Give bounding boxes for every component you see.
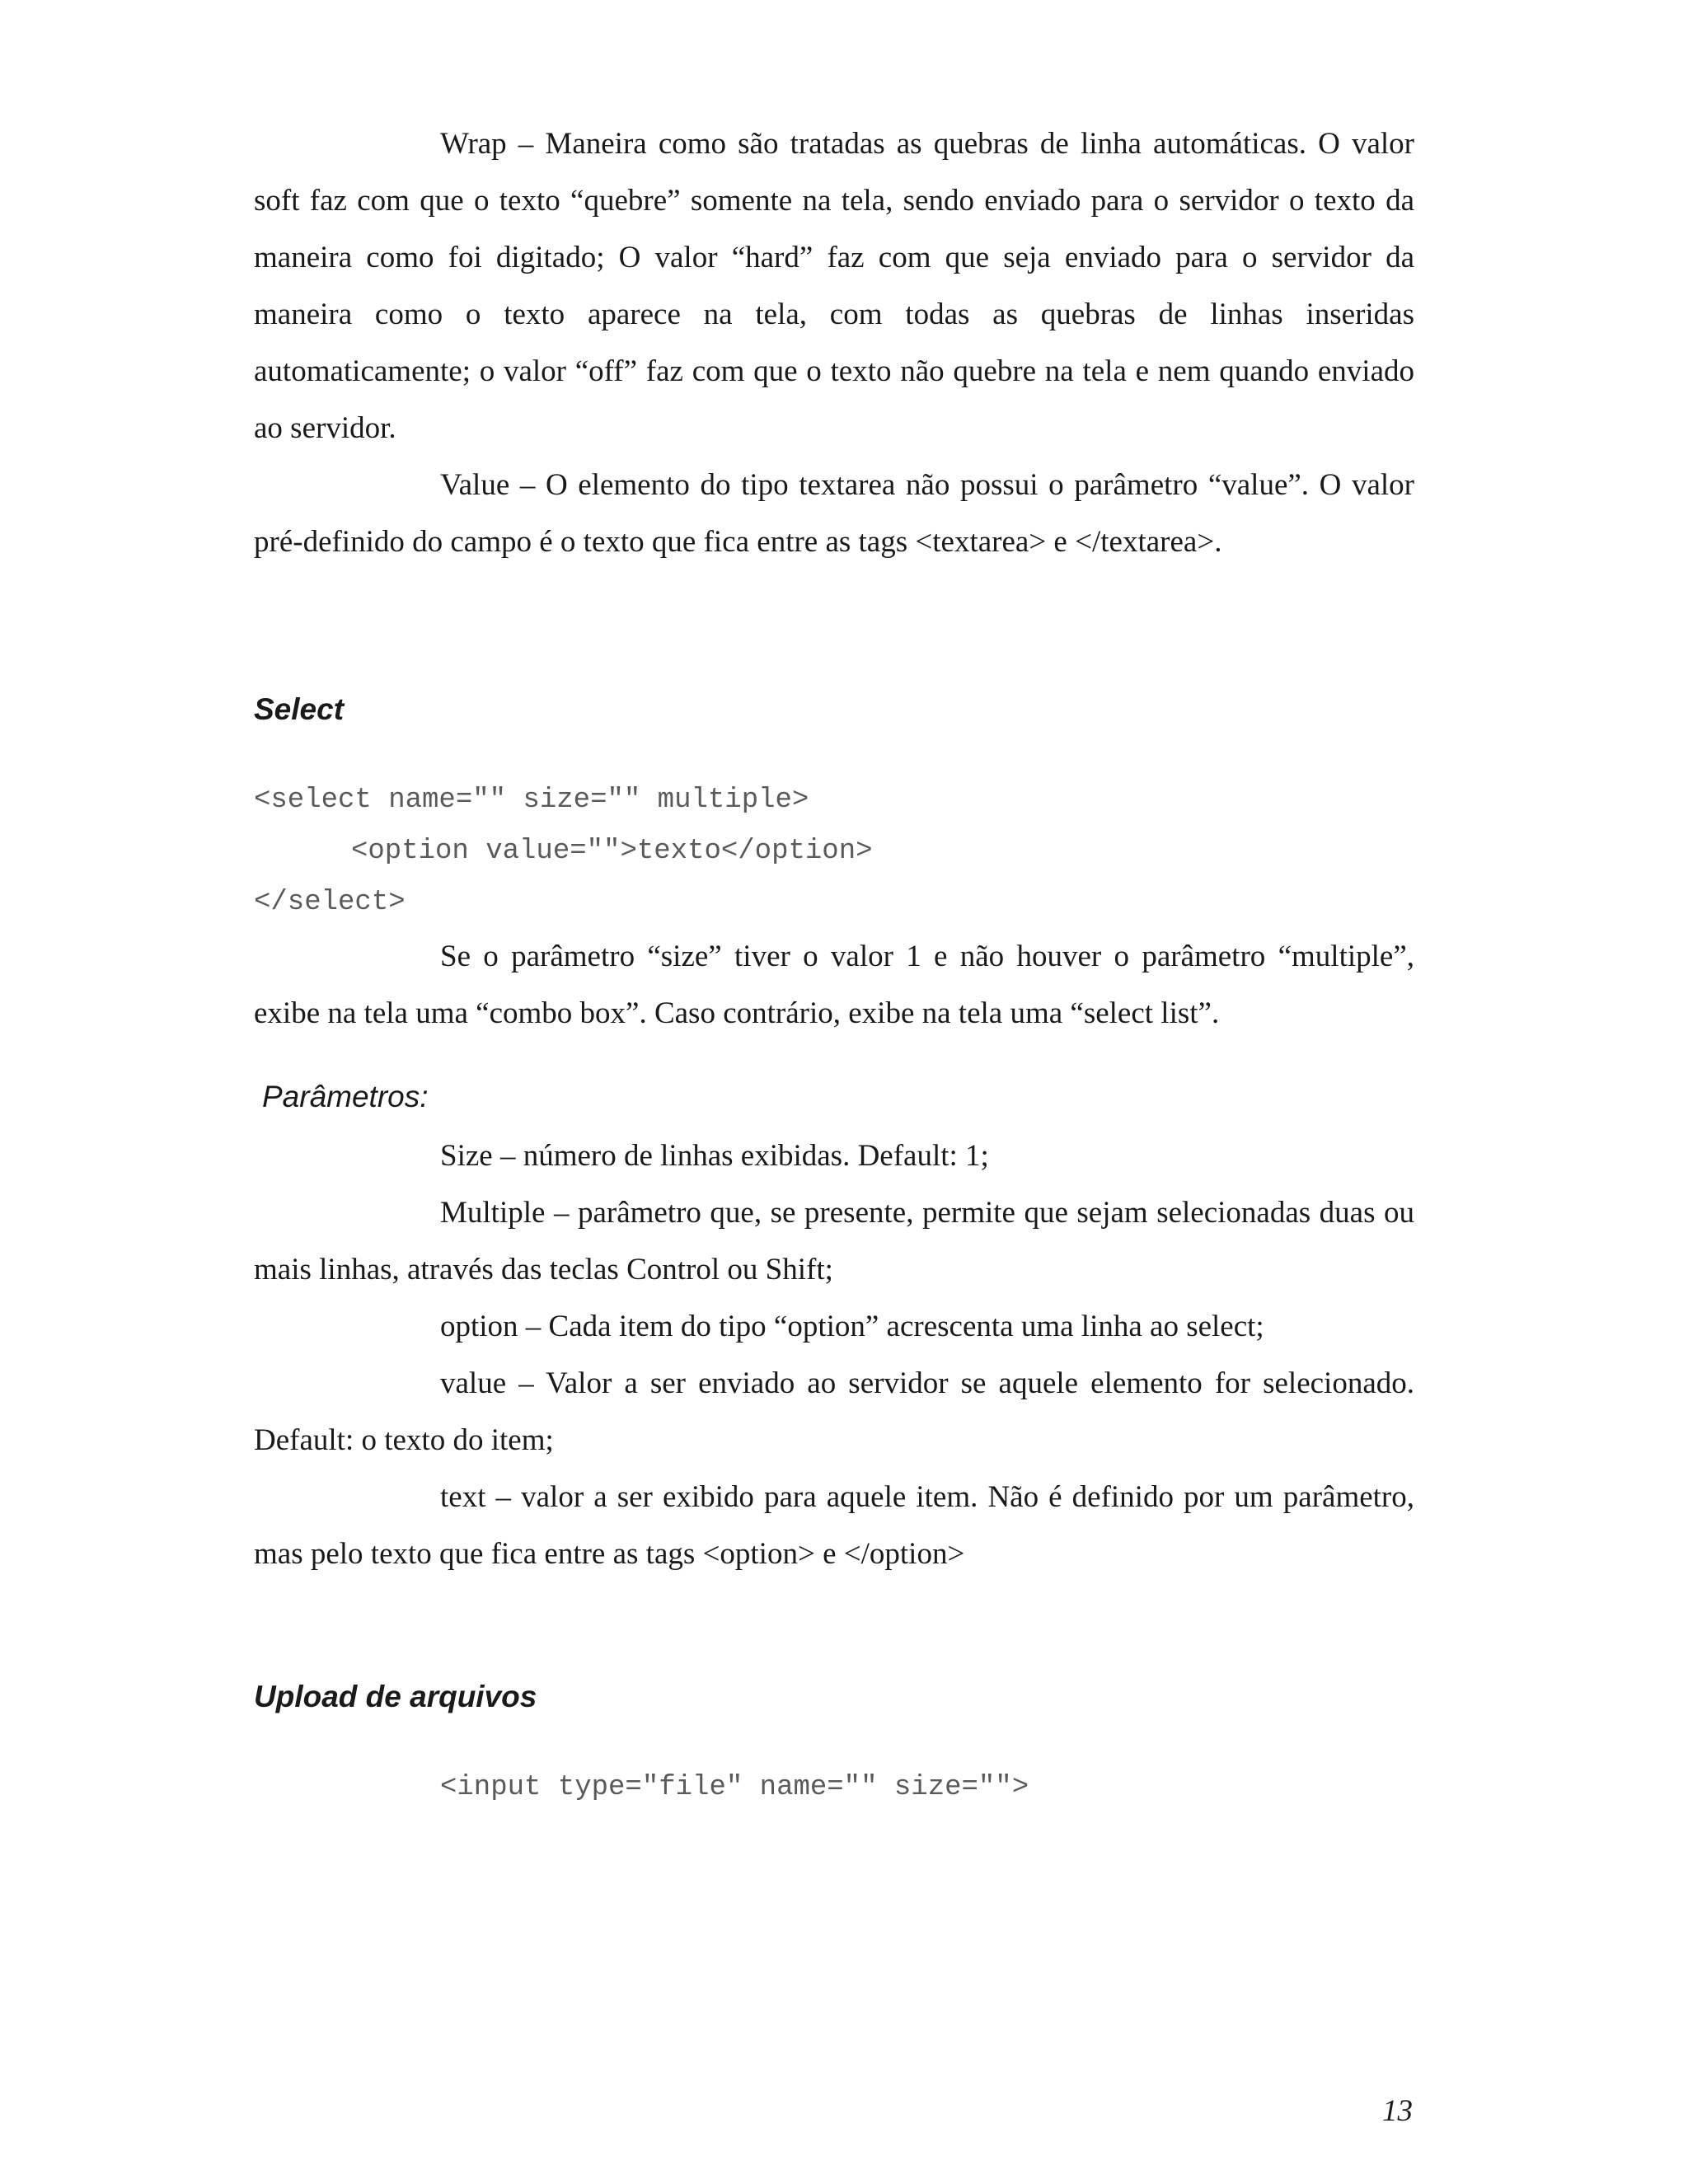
param-size: Size – número de linhas exibidas. Default: 1;	[440, 1139, 989, 1173]
select-code-open: <select name="" size="" multiple>	[254, 785, 809, 816]
param-text: text – valor a ser exibido para aquele item. Não é definido por um parâmetro, mas pelo texto que fica entre as tags <option> e </option>	[254, 1480, 1414, 1571]
params-heading: Parâmetros:	[262, 1080, 429, 1113]
value-paragraph: Value – O elemento do tipo textarea não possui o parâmetro “value”. O valor pré-definido do campo é o texto que fica entre as tags <textarea> e </textarea>.	[254, 468, 1414, 559]
param-option: option – Cada item do tipo “option” acrescenta uma linha ao select;	[440, 1310, 1264, 1343]
page-content	[254, 115, 1414, 1813]
param-multiple: Multiple – parâmetro que, se presente, permite que sejam selecionadas duas ou mais linhas, através das teclas Control ou Shift;	[254, 1196, 1414, 1286]
select-code-close: </select>	[254, 887, 406, 918]
param-value: value – Valor a ser enviado ao servidor se aquele elemento for selecionado. Default: o texto do item;	[254, 1366, 1414, 1457]
select-code-option: <option value="">texto</option>	[351, 836, 873, 867]
wrap-paragraph: Wrap – Maneira como são tratadas as quebras de linha automáticas. O valor soft faz com que o texto “quebre” somente na tela, sendo enviado para o servidor o texto da maneira como foi digitado; O valor “hard” faz com que seja enviado para o servidor da maneira como o texto aparece na tela, com todas as quebras de linhas inseridas automaticamente; o valor “off” faz com que o texto não quebre na tela e nem quando enviado ao servidor.	[254, 127, 1414, 445]
select-description: Se o parâmetro “size” tiver o valor 1 e não houver o parâmetro “multiple”, exibe na tela uma “combo box”. Caso contrário, exibe na tela uma “select list”.	[254, 940, 1414, 1030]
upload-heading: Upload de arquivos	[254, 1680, 537, 1713]
upload-code: <input type="file" name="" size="">	[440, 1772, 1029, 1803]
select-heading: Select	[254, 692, 345, 726]
page-number: 13	[1382, 2094, 1413, 2128]
